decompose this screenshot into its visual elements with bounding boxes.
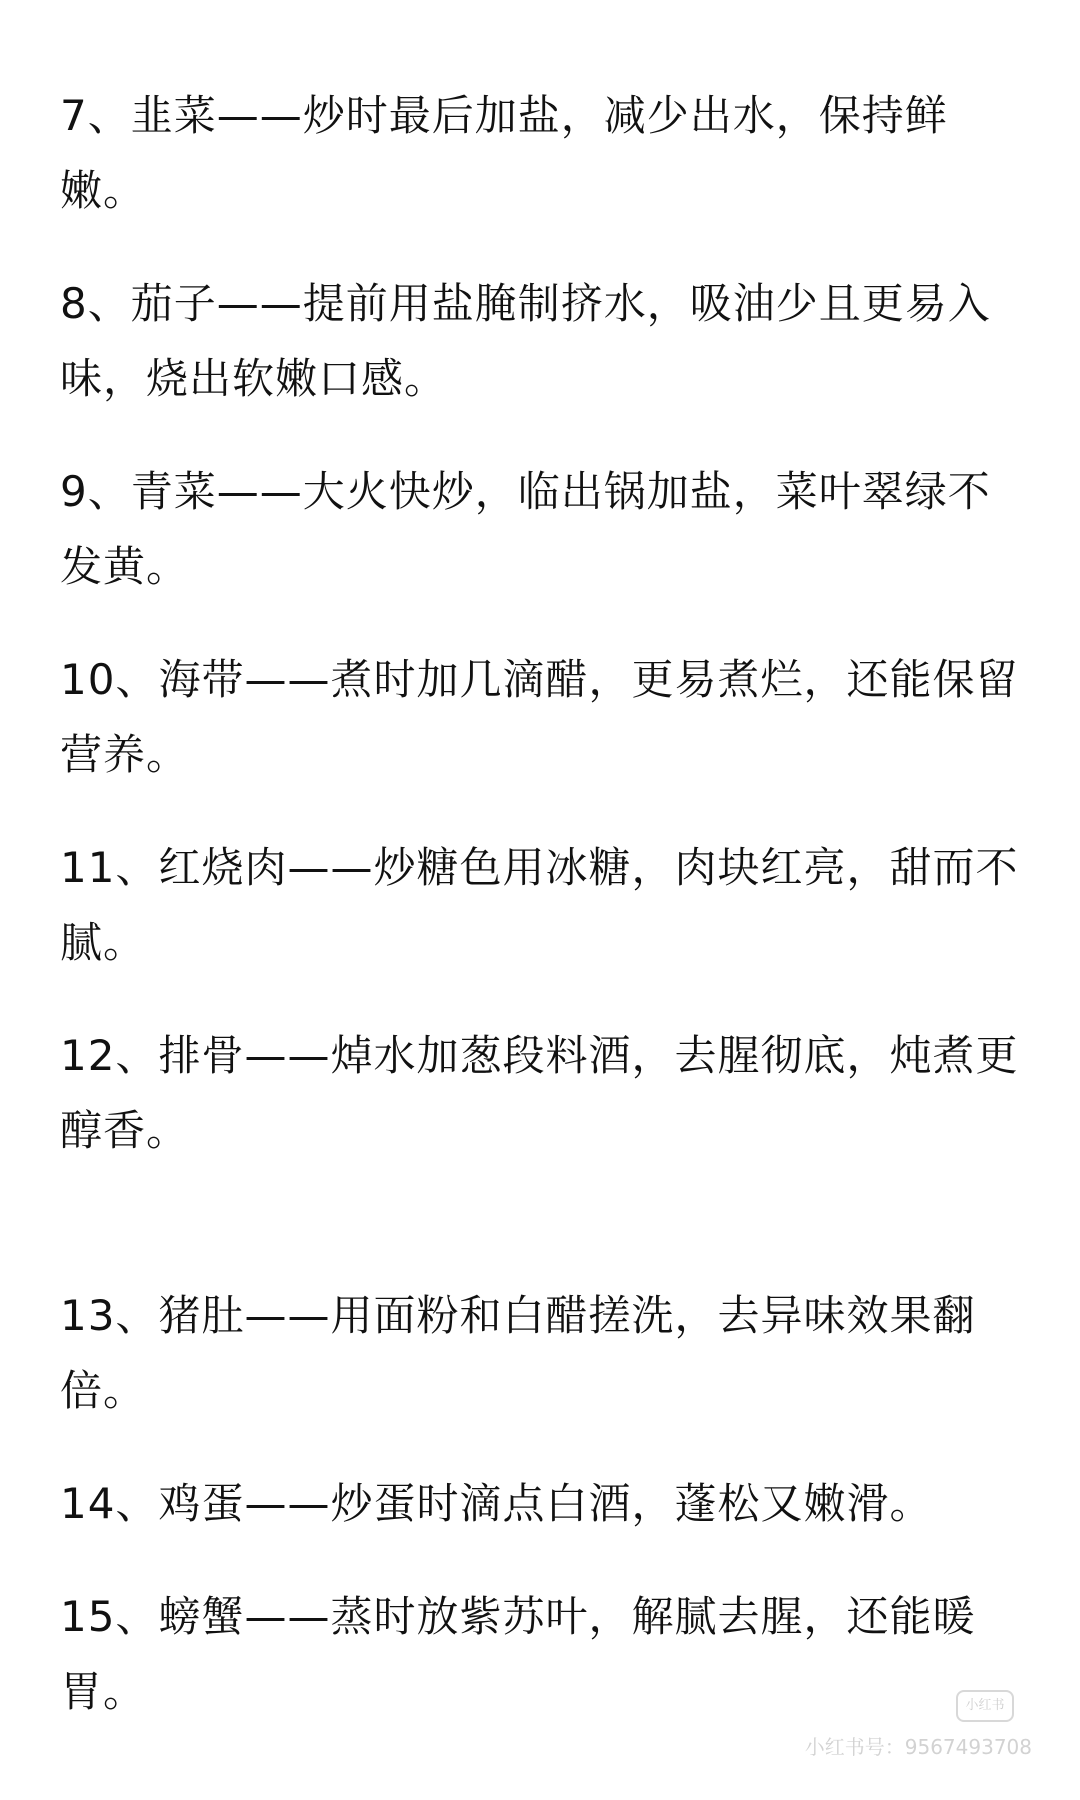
tip-9: 9、青菜——大火快炒，临出锅加盐，菜叶翠绿不发黄。	[60, 467, 991, 591]
xiaohongshu-logo-icon: 小红书	[956, 1690, 1014, 1722]
tip-10: 10、海带——煮时加几滴醋，更易煮烂，还能保留营养。	[60, 655, 1019, 779]
watermark-id: 小红书号：9567493708	[804, 1735, 1032, 1759]
tip-13: 13、猪肚——用面粉和白醋搓洗，去异味效果翻倍。	[60, 1291, 976, 1415]
watermark	[792, 1690, 1032, 1760]
tip-8: 8、茄子——提前用盐腌制挤水，吸油少且更易入味，烧出软嫩口感。	[60, 279, 991, 403]
tip-12: 12、排骨——焯水加葱段料酒，去腥彻底，炖煮更醇香。	[60, 1031, 1019, 1155]
tips-list	[60, 78, 1020, 1729]
tip-14: 14、鸡蛋——炒蛋时滴点白酒，蓬松又嫩滑。	[60, 1479, 933, 1528]
tip-7: 7、韭菜——炒时最后加盐，减少出水，保持鲜嫩。	[60, 91, 948, 215]
tip-15: 15、螃蟹——蒸时放紫苏叶，解腻去腥，还能暖胃。	[60, 1592, 976, 1716]
tip-11: 11、红烧肉——炒糖色用冰糖，肉块红亮，甜而不腻。	[60, 843, 1019, 967]
